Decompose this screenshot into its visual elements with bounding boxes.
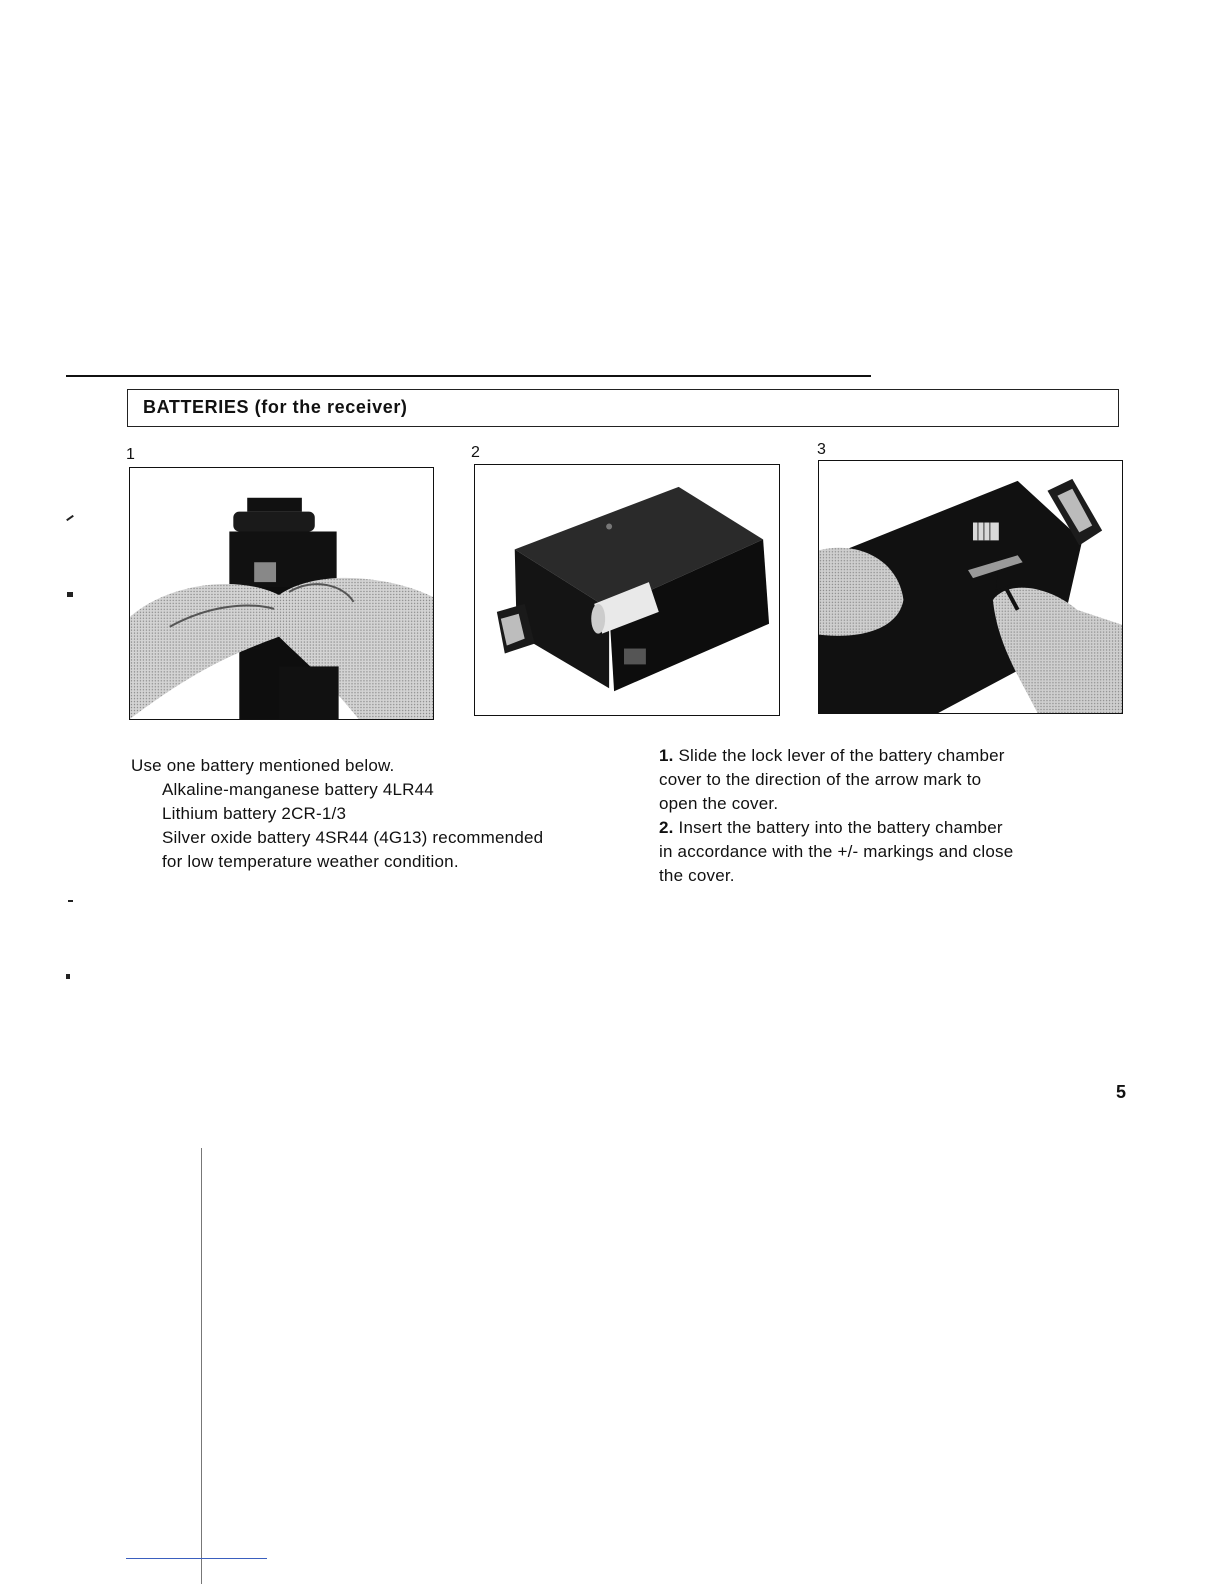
battery-item: for low temperature weather condition.: [162, 852, 459, 871]
battery-item: Alkaline-manganese battery 4LR44: [162, 780, 434, 799]
step-1-line: open the cover.: [659, 794, 779, 813]
battery-types-paragraph: [131, 754, 631, 874]
instructions-paragraph: [659, 744, 1109, 888]
top-rule: [66, 375, 871, 377]
step-2-line: the cover.: [659, 866, 735, 885]
page-number: 5: [1116, 1082, 1127, 1102]
battery-item: Lithium battery 2CR-1/3: [162, 804, 347, 823]
battery-intro: Use one battery mentioned below.: [131, 756, 395, 775]
scan-speck: [66, 515, 74, 521]
battery-item: Silver oxide battery 4SR44 (4G13) recommended: [162, 828, 544, 847]
step-2-line: in accordance with the +/- markings and close: [659, 842, 1014, 861]
bottom-rule: [126, 1558, 267, 1559]
scan-speck: [66, 974, 70, 979]
section-header: [127, 389, 1119, 427]
photo-sliding-lock-lever: [818, 460, 1123, 714]
step-1-line: 1. Slide the lock lever of the battery chamber: [659, 746, 1005, 765]
step-2-number: 2.: [659, 818, 674, 837]
figure-1-number: 1: [126, 446, 135, 463]
photo-receiver-with-battery: [474, 464, 780, 716]
step-2-line: 2. Insert the battery into the battery chamber: [659, 818, 1003, 837]
section-title: BATTERIES (for the receiver): [143, 397, 408, 417]
photo-hands-opening-receiver: [129, 467, 434, 720]
scan-speck: [67, 592, 73, 597]
step-1-number: 1.: [659, 746, 674, 765]
figure-2-number: 2: [471, 444, 480, 461]
scan-speck: [68, 900, 73, 902]
margin-line: [201, 1148, 202, 1584]
figure-3-number: 3: [817, 441, 826, 458]
step-1-line: cover to the direction of the arrow mark to: [659, 770, 982, 789]
